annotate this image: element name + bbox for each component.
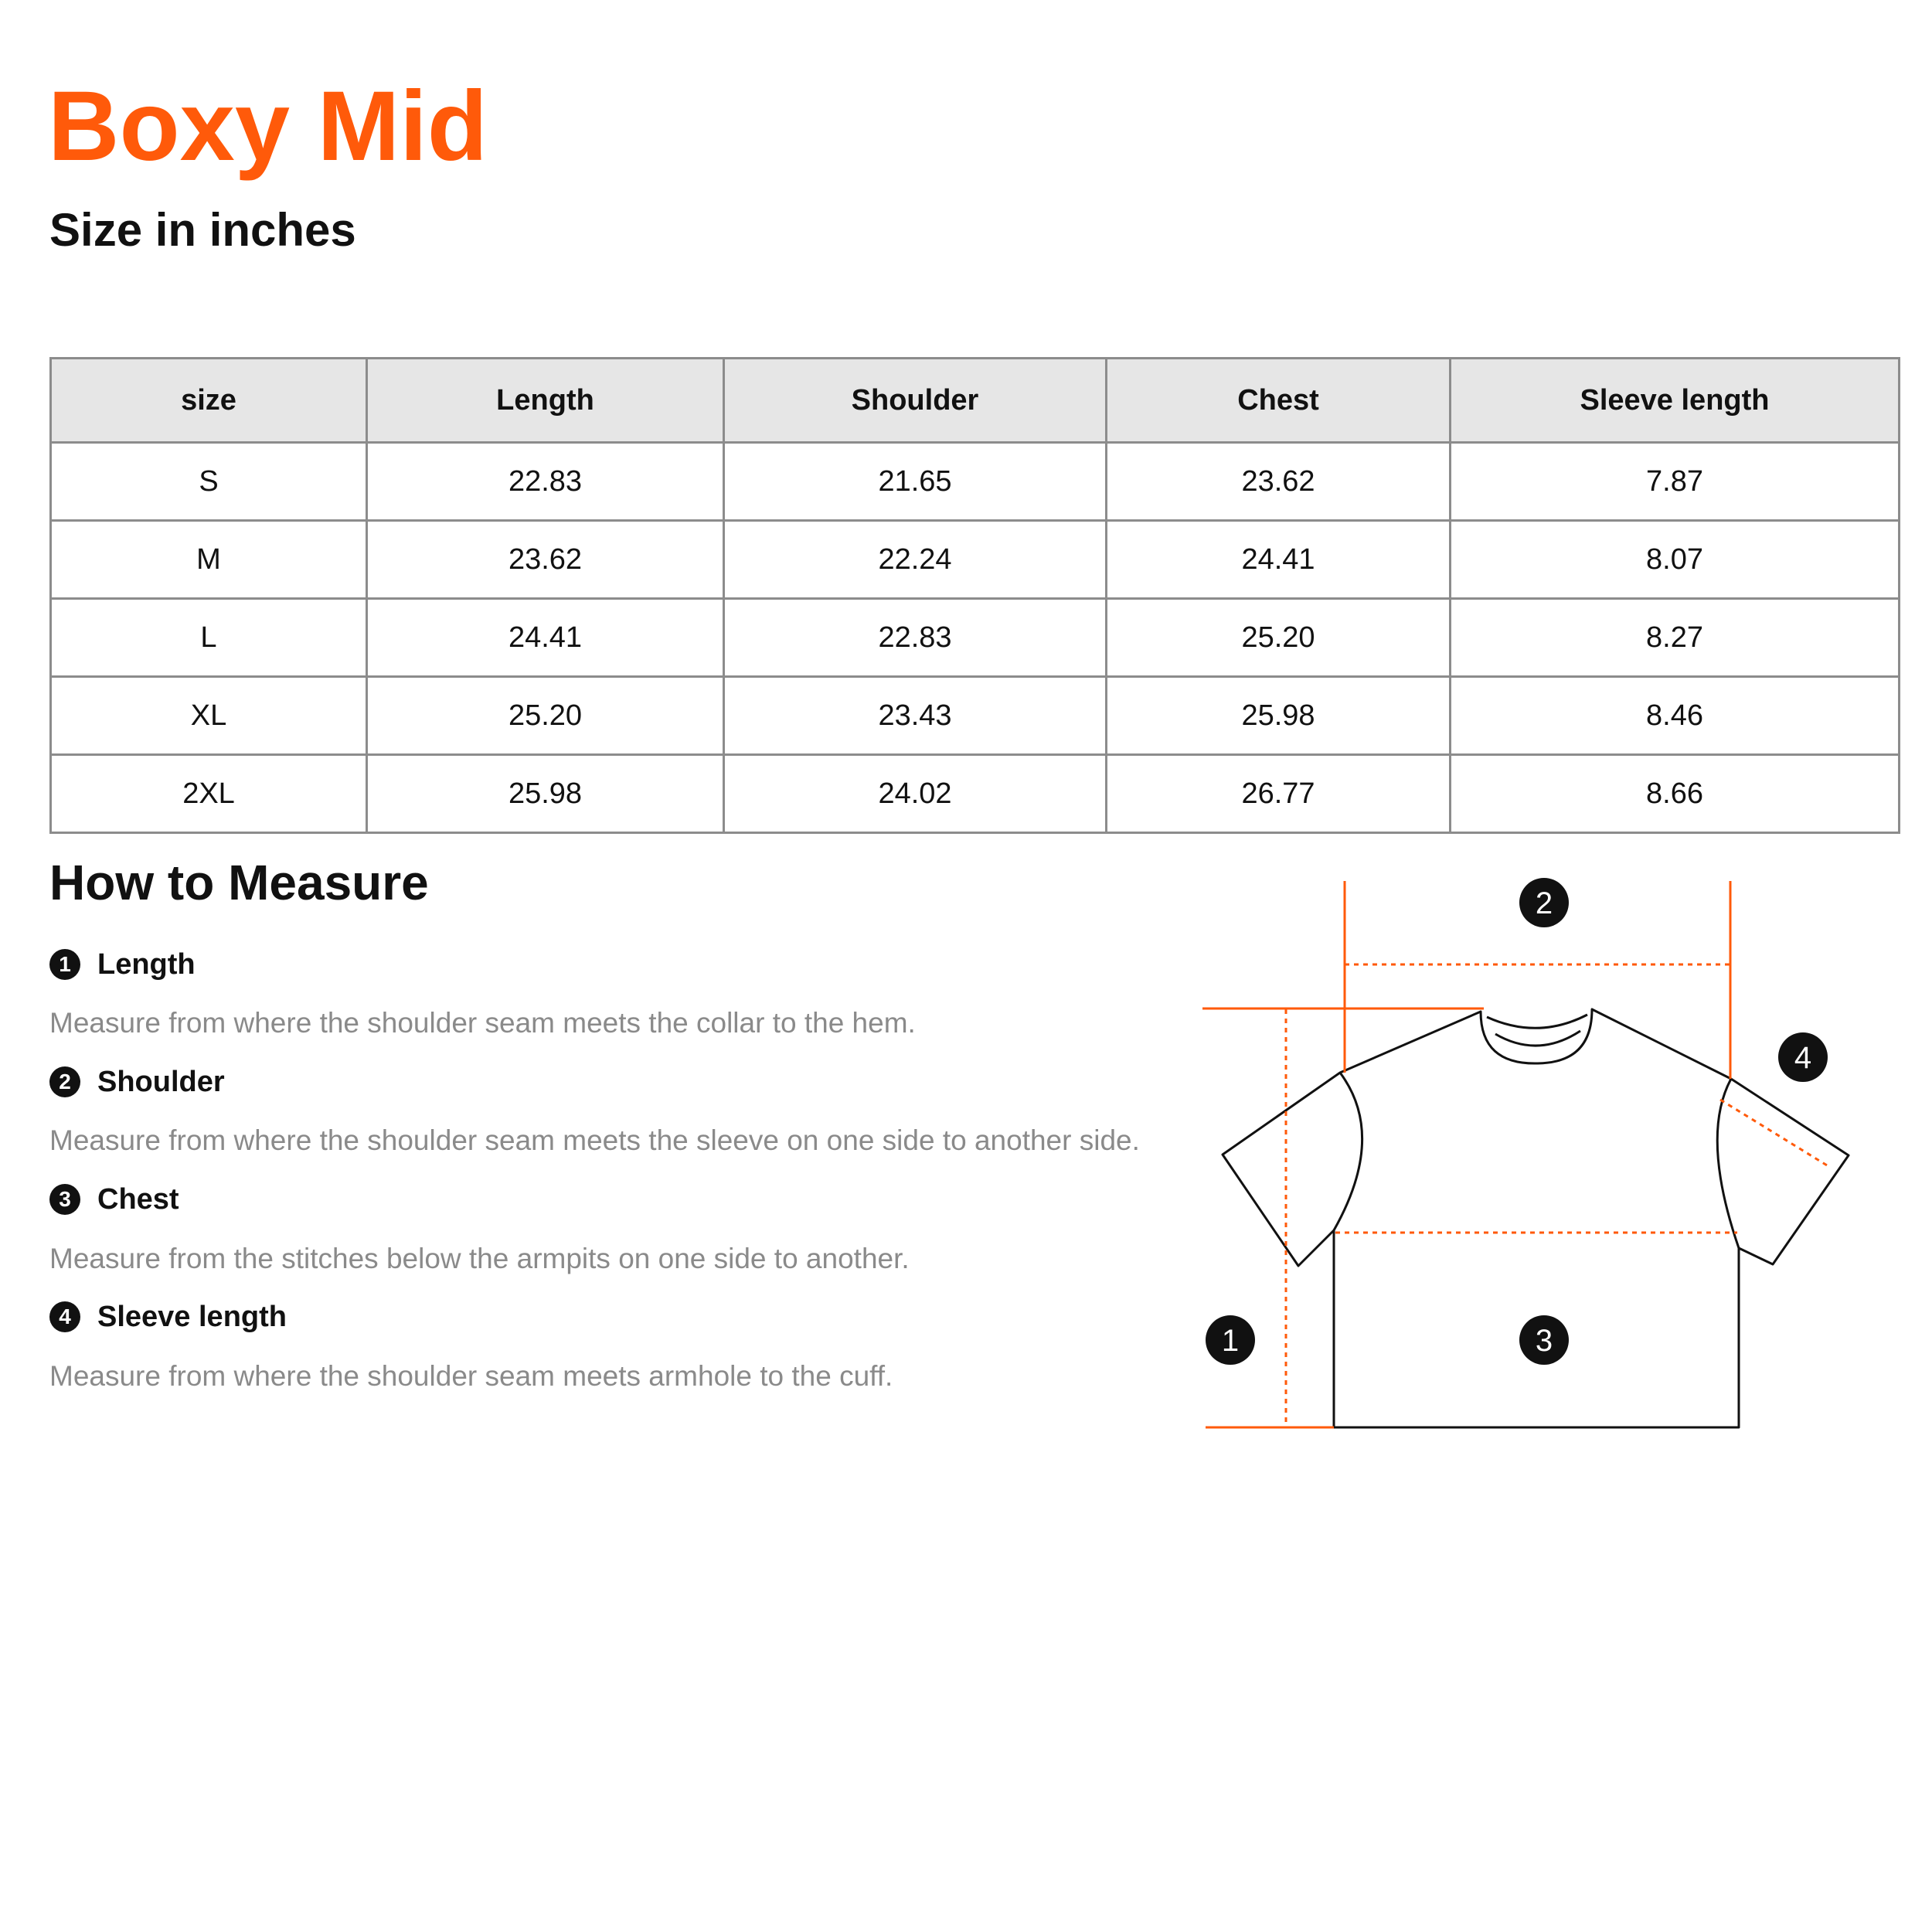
step-number-badge: 4 [49, 1301, 80, 1332]
step-length-description: Measure from where the shoulder seam meets the collar to the hem. [49, 1007, 916, 1039]
marker-4 [1778, 1032, 1828, 1082]
table-cell: 8.27 [1451, 599, 1900, 677]
step-label: Length [97, 948, 196, 981]
table-cell: 23.62 [367, 521, 724, 599]
step-sleeve-length-title [49, 1301, 287, 1332]
svg-text:2: 2 [1535, 886, 1553, 920]
tshirt-outline [1223, 1009, 1849, 1427]
table-cell: L [51, 599, 367, 677]
step-number-badge: 2 [49, 1066, 80, 1097]
step-shoulder-title [49, 1066, 225, 1097]
table-row [51, 755, 1900, 833]
step-sleeve-length-description: Measure from where the shoulder seam meets armhole to the cuff. [49, 1360, 893, 1392]
page-subtitle: Size in inches [49, 204, 356, 256]
step-chest-description: Measure from the stitches below the armpits on one side to another. [49, 1243, 910, 1274]
table-cell: 25.20 [1107, 599, 1451, 677]
marker-1 [1206, 1315, 1255, 1365]
table-cell: 22.83 [367, 443, 724, 521]
table-cell: 24.41 [1107, 521, 1451, 599]
table-cell: XL [51, 677, 367, 755]
step-label: Shoulder [97, 1066, 225, 1098]
table-cell: 23.43 [724, 677, 1107, 755]
table-cell: 24.41 [367, 599, 724, 677]
svg-text:3: 3 [1535, 1324, 1553, 1358]
table-cell: M [51, 521, 367, 599]
table-row [51, 677, 1900, 755]
table-cell: 8.46 [1451, 677, 1900, 755]
table-cell: 25.20 [367, 677, 724, 755]
marker-2 [1519, 878, 1569, 927]
step-label: Chest [97, 1183, 179, 1216]
table-cell: 26.77 [1107, 755, 1451, 833]
step-number-badge: 1 [49, 949, 80, 980]
header-shoulder: Shoulder [724, 359, 1107, 443]
marker-3 [1519, 1315, 1569, 1365]
table-row [51, 599, 1900, 677]
page-title: Boxy Mid [48, 71, 488, 182]
table-cell: 8.07 [1451, 521, 1900, 599]
table-cell: 7.87 [1451, 443, 1900, 521]
table-cell: 22.24 [724, 521, 1107, 599]
svg-text:1: 1 [1221, 1324, 1240, 1358]
table-cell: 25.98 [1107, 677, 1451, 755]
measurement-guides [1202, 881, 1831, 1427]
tshirt-measurement-diagram [1190, 866, 1870, 1453]
table-row [51, 443, 1900, 521]
step-label: Sleeve length [97, 1301, 287, 1333]
table-cell: S [51, 443, 367, 521]
step-number-badge: 3 [49, 1184, 80, 1215]
step-chest-title [49, 1184, 179, 1215]
table-row [51, 521, 1900, 599]
header-chest: Chest [1107, 359, 1451, 443]
table-cell: 23.62 [1107, 443, 1451, 521]
step-length-title [49, 949, 196, 980]
size-table [49, 357, 1900, 834]
table-cell: 8.66 [1451, 755, 1900, 833]
header-sleeve-length: Sleeve length [1451, 359, 1900, 443]
table-cell: 24.02 [724, 755, 1107, 833]
header-size: size [51, 359, 367, 443]
table-header-row [51, 359, 1900, 443]
header-length: Length [367, 359, 724, 443]
table-cell: 22.83 [724, 599, 1107, 677]
step-shoulder-description: Measure from where the shoulder seam meets the sleeve on one side to another side. [49, 1124, 1140, 1156]
svg-text:4: 4 [1794, 1041, 1812, 1075]
table-cell: 2XL [51, 755, 367, 833]
how-to-measure-heading: How to Measure [49, 855, 429, 910]
table-cell: 21.65 [724, 443, 1107, 521]
table-cell: 25.98 [367, 755, 724, 833]
